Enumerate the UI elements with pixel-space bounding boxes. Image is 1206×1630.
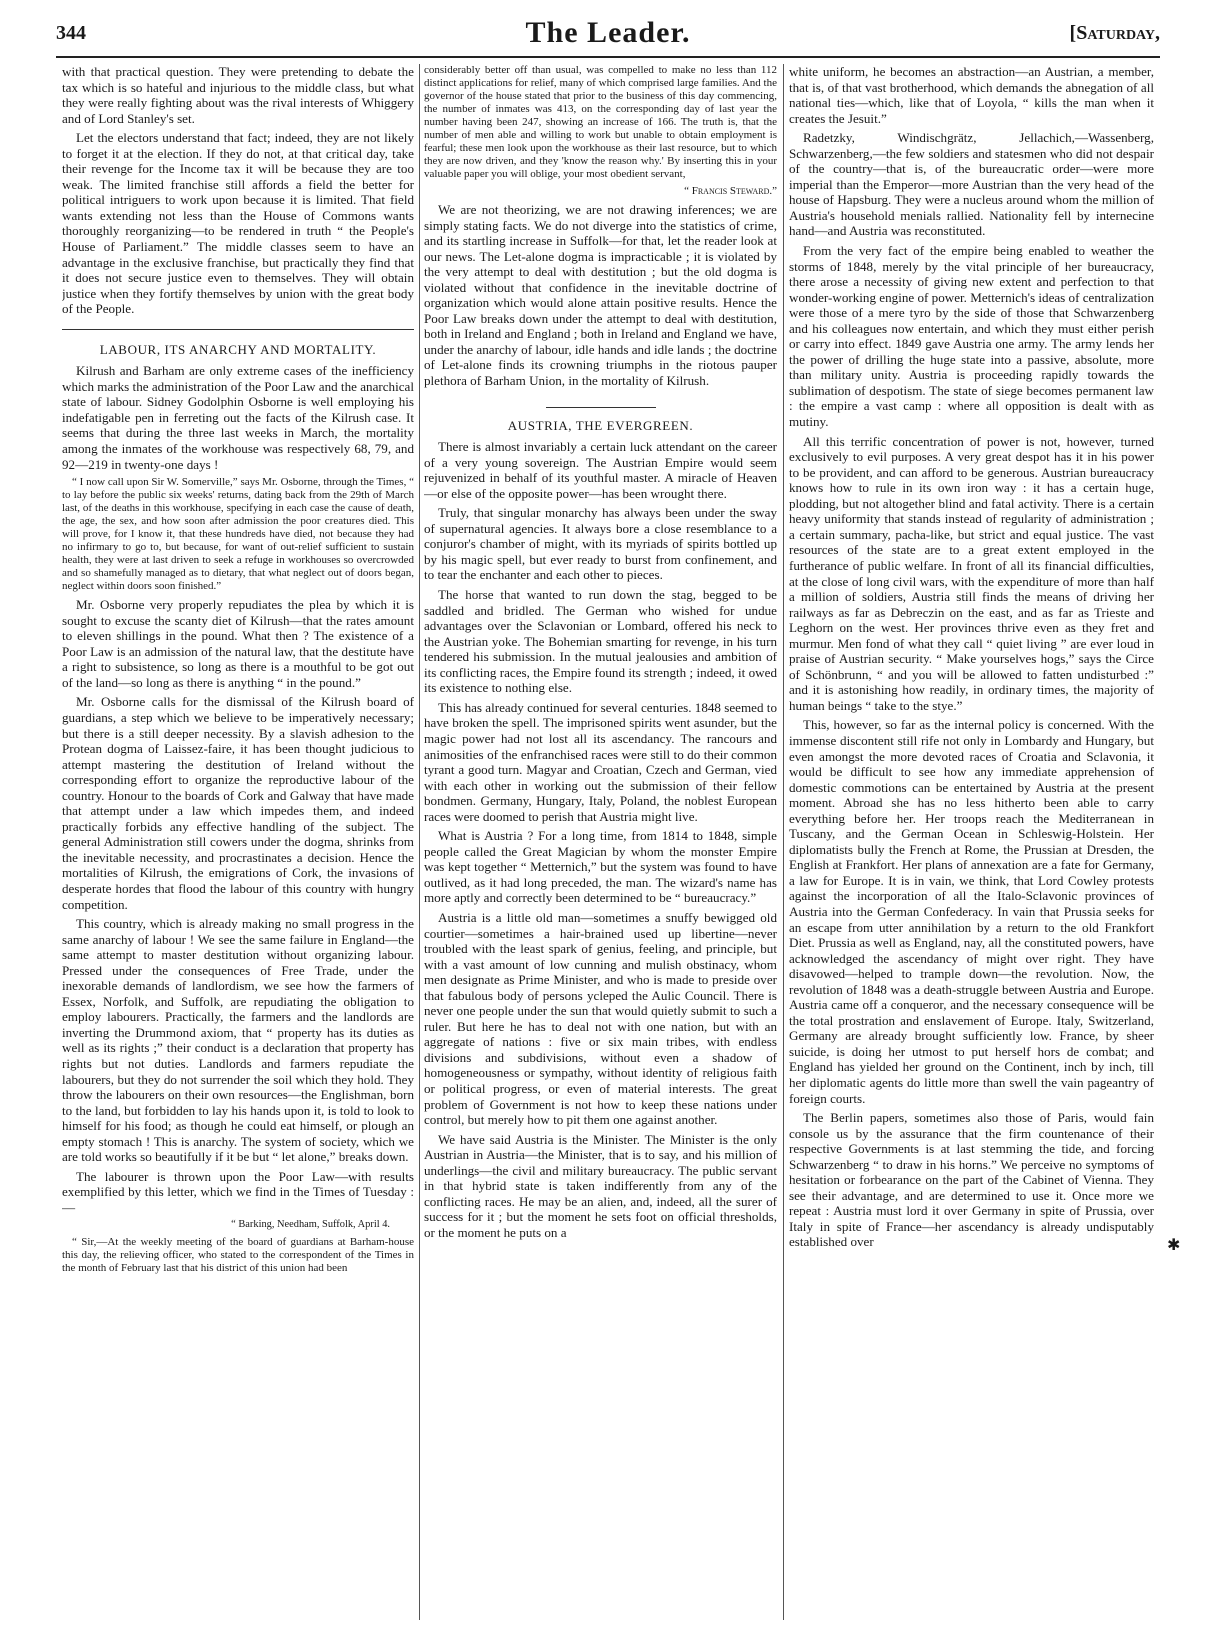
- masthead-title: The Leader.: [525, 16, 691, 49]
- letter-text: considerably better off than usual, was compelled to make no less than 112 distinct applications for relief, many of which comprised large families. And the governor of the house stated that prior to the business of this day commencing, the number of inmates was 413, on the corresponding day of last year the number having been 247, showing an increase of 166. The truth is, that the number of men able and willing to work but unable to obtain employment is fearful; these men look upon the workhouse as their last resource, but to which they are now driven, and they 'know the reason why.' By inserting this in your valuable paper you will oblige, your most obedient servant,: [424, 64, 777, 180]
- paragraph: Truly, that singular monarchy has always been under the sway of supernatural agencies. It always bore a close resemblance to a conjuror's chamber of might, with its myriads of spirits bottled up by his magic spell, but ever ready to burst from confinement, and to tear the enchanter and each other to pieces.: [424, 505, 777, 583]
- paragraph: with that practical question. They were pretending to debate the tax which is so hateful and injurious to the middle class, but what they were really fighting about was the rival interests of Whiggery and of Lord Stanley's set.: [62, 64, 414, 126]
- column-3: [789, 64, 1154, 1620]
- paragraph: white uniform, he becomes an abstraction—an Austrian, a member, that is, of that vast brotherhood, which demands the abnegation of all national ties—which, like that of Loyola, “ kills the man when it creates the Jesuit.”: [789, 64, 1154, 126]
- letter-text: “ Sir,—At the weekly meeting of the board of guardians at Barham-house this day, the relieving officer, who stated to the correspondent of the Times in the month of February last that his district of this union had been: [62, 1236, 414, 1275]
- paragraph: This, however, so far as the internal policy is concerned. With the immense discontent still rife not only in Lombardy and Hungary, but even amongst the more devoted races of Croatia and Sclavonia, it would be difficult to see how any immediate apprehension of domestic commotions can be entertained by Austria at the present moment. Abroad she has no less hitherto been able to carry everything before her. Her troops reach the Mediterranean in Tuscany, and the German Ocean in Schleswig-Holstein. Her diplomatists bully the French at Rome, the Prussian at Dresden, the English at Frankfort. Her plans of annexation are a fate for Germany, a law for Europe. It is in vain, we think, that Lord Cowley protests against the incorporation of all the Italo-Sclavonic provinces of Austria into the German Confederacy. In vain that Prussia seeks for an escape from utter annihilation by a return to the old Frankfort Diet. Prussia as well as England, nay, all the constituted powers, have acknowledged the ascendancy of might over right. They have disavowed—helped to trample down—the revolution. Now, the revolution of 1848 was a death-struggle between Austria and Europe. Austria came off a conqueror, and the necessary consequence will be the total prostration and enslavement of Europe. Italy, Switzerland, Germany are already brought sufficiently low. France, by sheer suicide, is doing her utmost to put herself hors de combat; and England has yielded her ground on the Continent, inch by inch, till her diplomatic agents do little more than swell the vain pageantry of foreign courts.: [789, 717, 1154, 1106]
- paragraph: Radetzky, Windischgrätz, Jellachich,—Wassenberg, Schwarzenberg,—the few soldiers and statesmen who did not despair of the country—that is, of the bureaucratic order—were more imperial than the Emperor—more Austrian than the very head of the house of Hapsburg. They were a nucleus around whom the million of Austria's household menials rallied. Nationality fell by internecine hand—and Austria was reconstituted.: [789, 130, 1154, 239]
- paragraph: Mr. Osborne very properly repudiates the plea by which it is sought to excuse the scanty diet of Kilrush—that the rates amount to eleven shillings in the pound. What then ? The existence of a Poor Law is an admission of the natural law, that the destitute have a right to subsistence, so long as there is a mouthful to be got out of the land—so long as there is anything “ in the pound.”: [62, 597, 414, 690]
- heading-rule: [546, 407, 656, 408]
- article-heading-text: AUSTRIA, THE EVERGREEN.: [507, 417, 694, 433]
- paragraph: The Berlin papers, sometimes also those of Paris, would fain console us by the assurance that the firm countenance of their respective Governments is at last stemming the tide, and forcing Schwarzenberg “ to draw in his horns.” We perceive no symptoms of hesitation or forbearance on the part of the Cabinet of Vienna. They see their advantage, and are determined to use it. Once more we repeat : Austria must lord it over Germany in spite of Prussia, over Italy in spite of France—her ascendancy is already undisputably established over: [789, 1110, 1154, 1250]
- article-heading: [424, 397, 777, 434]
- paragraph: Mr. Osborne calls for the dismissal of the Kilrush board of guardians, a step which we believe to be imperatively necessary; but there is a still deeper necessity. By a slavish adhesion to the Protean dogma of Laissez-faire, it has been thought judicious to attempt mastering the destitution of Ireland without the corresponding effort to organize the reproductive labour of the country. Honour to the boards of Cork and Galway that have made that attempt under a law which impedes them, and indeed practically forbids any effective handling of the subject. The general Administration still cowers under the dogma, shrinks from the inevitable necessity, and procrastinates a decision. Hence the mortalities of Kilrush, the emigrations of Cork, the invasions of desperate hordes that flood the labour of this country with hungry competition.: [62, 694, 414, 912]
- column-rule: [419, 64, 420, 1620]
- paragraph: This country, which is already making no small progress in the same anarchy of labour ! We see the same failure in England—the same attempt to master destitution without organizing labour. Pressed under the consequences of Free Trade, under the inexorable demands of landlordism, we see how the farmers of Essex, Norfolk, and Suffolk, are repudiating the obligation to employ labourers. Practically, the farmers and the landlords are inverting the Drummond axiom, that “ property has its duties as well as its rights ;” their conduct is a declaration that property has rights but not duties. Landlords and farmers repudiate the labourers, but they do not surrender the soil which they hold. They throw the labourers on their own resources—the Englishman, born to the land, but forbidden to lay his hands upon it, is told to look to himself for his food; as though he could eat himself, or plough an empty stomach ! This is anarchy. The system of society, which we are told works so beautifully if it be but “ let alone,” breaks down.: [62, 916, 414, 1165]
- paragraph: Let the electors understand that fact; indeed, they are not likely to forget it at the election. If they do not, at that critical day, take their revenge for the Income tax it will be because they are too weak. The limited franchise still affords a field the better for political intriguers to work upon because it is limited. That field wants extending not less than the House of Commons wants thoroughly reorganizing—to be rendered in truth “ the People's House of Parliament.” The middle classes seem to have an advantage in the exclusive franchise, but practically they find that it does not secure justice even to themselves. They will obtain justice when they fortify themselves by union with the great body of the People.: [62, 130, 414, 317]
- paragraph: The horse that wanted to run down the stag, begged to be saddled and bridled. The German who wished for undue advantages over the Sclavonian or Lombard, offered his neck to the Austrian yoke. The Bohemian smarting for revenge, in his turn tendered his submission. In the mutual jealousies and ambition of its conflicting races, the Empire found its strength ; indeed, it owed its existence to nothing else.: [424, 587, 777, 696]
- paragraph: This has already continued for several centuries. 1848 seemed to have broken the spell. The imprisoned spirits went asunder, but the magic power had not lost all its ascendancy. The rancours and animosities of the enfranchised races were still to do their common tyrant a good turn. Magyar and Croatian, Czech and German, vied with each other in working out the submission of their fellow bondmen. Germany, Hungary, Italy, Poland, the noblest European races were doomed to perish that Austria might live.: [424, 699, 777, 824]
- paragraph: We have said Austria is the Minister. The Minister is the only Austrian in Austria—the Minister, that is to say, and his million of underlings—the civil and military bureaucracy. The public servant in that hybrid state is taken indifferently from any of the conflicting races. He may be an alien, and, indeed, all the surer of success for it ; but the moment he sets foot on official thresholds, or the moment he puts on a: [424, 1131, 777, 1240]
- letter-signature: “ Francis Steward.”: [684, 185, 777, 197]
- paragraph: All this terrific concentration of power is not, however, turned exclusively to evil purposes. A very great despot has it in his power to be provident, and can afford to be generous. Austrian bureaucracy knows how to rule in its own iron way : it has a certain huge, plodding, but not altogether blind and fatal activity. There is a certain heavy uniformity that stands instead of regularity of administration ; a certain summary, pacha-like, but strict and equal justice. The vast resources of the state are to a great extent employed in the furtherance of public welfare. In front of all its financial difficulties, at the close of long civil wars, with the expenditure of more than half a million of soldiers, Austria still finds the means of driving her railways as far as Debreczin on the east, and as far as Trieste and Leghorn on the west. Her provinces thrive even as they fret and murmur. Men fond of what they call “ quiet living ” are ever loud in praise of Austrian security. “ Make yourselves hogs,” says the Circe of Schönbrunn, “ and you will be allowed to fatten undisturbed :” and it is astonishing how readily, in ordinary times, the majority of human beings “ take to the stye.”: [789, 433, 1154, 713]
- column-1: [62, 64, 414, 1620]
- page-header: [56, 16, 1160, 58]
- paragraph: We are not theorizing, we are not drawing inferences; we are simply stating facts. We do not diverge into the statistics of crime, and its startling increase in Suffolk—for that, let the reader look at our news. The Let-alone dogma is impracticable ; it is violated by the very attempt to deal with destitution ; but the old dogma is violated without that confidence in the inevitable doctrine of organization which would alone attain positive results. Hence the Poor Law breaks down under the attempt to deal with destitution, both in Ireland and England ; both in Ireland and England we have, under the anarchy of labour, idle hands and idle lands ; the doctrine of Let-alone finds its crowning triumphs in the riotous pauper plethora of Barham Union, in the mortality of Kilrush.: [424, 202, 777, 389]
- paragraph: Austria is a little old man—sometimes a snuffy bewigged old courtier—sometimes a hair-brained used up libertine—never troubled with the least spark of genius, feeling, and principle, but with a vast amount of low cunning and mulish obstinacy, whom men designate as Prime Minister, and who is made to preside over that fabulous body of persons ycleped the Aulic Council. There is never one people under the sun that would quietly submit to such a ruler. But here he has to deal not with one nation, but with an aggregate of nations : five or six main tribes, with endless divisions and subdivisions, without even a shadow of homogeneousness or sympathy, without identity of religious faith or political progress, or even of material interests. The great problem of Government is not how to keep these nations under control, but merely how to pit them one against another.: [424, 909, 777, 1128]
- paragraph: Kilrush and Barham are only extreme cases of the inefficiency which marks the administration of the Poor Law and the anarchical state of labour. Sidney Godolphin Osborne is well employing his indefatigable pen in ferreting out the facts of the Kilrush case. It seems that during the three last weeks in March, the mortality among the inmates of the workhouse was respectively 68, 79, and 92—219 in twenty-one days !: [62, 363, 414, 472]
- article-heading: LABOUR, ITS ANARCHY AND MORTALITY.: [62, 329, 414, 358]
- paragraph: From the very fact of the empire being enabled to weather the storms of 1848, merely by the vital principle of her bureaucracy, there arose a necessity of giving new extent and perfection to that wonder-working engine of power. Metternich's ideas of centralization were those of a mere tyro by the side of those that Schwarzenberg and his colleagues now entertain, and which they must either perish or carry into effect. 1849 gave Austria one army. The army lends her the power of drilling the huge state into a passive, absolute, more than military unity. Austria is proceeding rapidly towards the sublimation of despotism. The state of siege becomes permanent law : the empire a vast camp : where all opposition is dealt with as mutiny.: [789, 243, 1154, 430]
- issue-day: [Saturday,: [1069, 22, 1160, 44]
- letter-dateline: “ Barking, Needham, Suffolk, April 4.: [231, 1219, 390, 1231]
- paragraph: There is almost invariably a certain luck attendant on the career of a very young sovereign. The Austrian Empire would seem rejuvenized in behalf of its youthful master. A miracle of Heaven—or else of the opposite power—has been wrought there.: [424, 439, 777, 501]
- paragraph: What is Austria ? For a long time, from 1814 to 1848, simple people called the Great Magician by whom the monster Empire was kept together “ Metternich,” but the system was found to have outlived, as it had long preceded, the man. The wizard's name has more aptly and correctly been determined to be “ bureaucracy.”: [424, 828, 777, 906]
- column-rule: [783, 64, 784, 1620]
- margin-mark: ✱: [1167, 1237, 1181, 1254]
- page-number: 344: [56, 22, 86, 44]
- paragraph: The labourer is thrown upon the Poor Law—with results exemplified by this letter, which we find in the Times of Tuesday :—: [62, 1168, 414, 1215]
- column-2: [424, 64, 777, 1620]
- quoted-passage: “ I now call upon Sir W. Somerville,” says Mr. Osborne, through the Times, “ to lay before the public six weeks' returns, dating back from the 29th of March last, of the deaths in this workhouse, specifying in each case the cause of death, the age, the sex, and how soon after admission the poor creatures died. This will prove, for I know it, that these hundreds have died, not because they had no infirmary to go to, but because, for want of out-relief sufficient to sustain health, they were at last driven to seek a refuge in workhouses so overcrowded and so shamefully managed as to dietary, that what neglect out of doors began, neglect within doors soon finished.”: [62, 476, 414, 593]
